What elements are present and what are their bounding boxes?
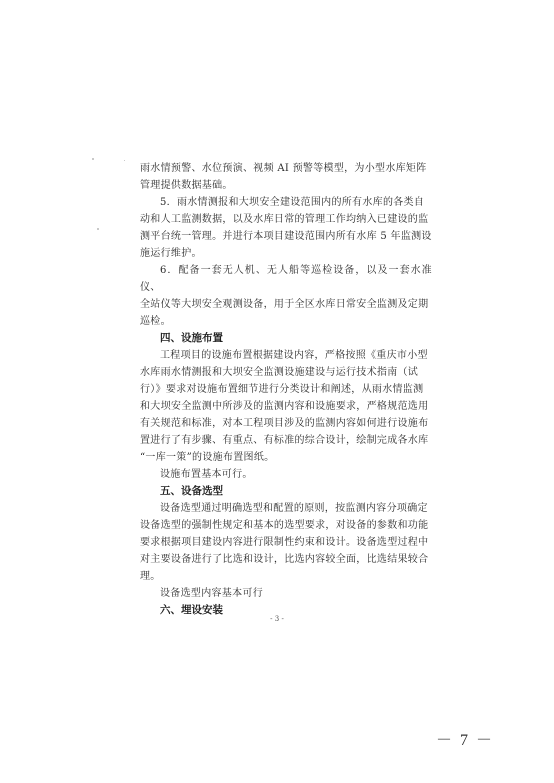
text-line: 和大坝安全监测中所涉及的监测内容和设施要求，严格规范选用 (140, 401, 429, 412)
text-line: “一库一策”的设施布置图纸。 (140, 452, 275, 463)
section-heading (140, 483, 432, 500)
text-line: 巡检。 (140, 316, 171, 327)
text-line: 设备选型的强制性规定和基本的选型要求，对设备的参数和功能 (140, 520, 429, 531)
document-body (140, 160, 432, 619)
text-line: 水库雨水情测报和大坝安全监测设施建设与运行技术指南（试 (140, 367, 419, 378)
text-line: 四、设施布置 (160, 332, 223, 344)
text-line: 测平台统一管理。并进行本项目建设范围内所有水库 5 年监测设 (140, 231, 432, 242)
paragraph (140, 160, 432, 194)
text-line: 5．雨水情测报和大坝安全建设范围内的所有水库的各类自 (160, 197, 425, 208)
paragraph (140, 500, 432, 585)
text-line: 五、设备选型 (160, 485, 223, 497)
text-line: 施运行维护。 (140, 248, 202, 259)
text-line: 管理提供数据基础。 (140, 180, 233, 191)
text-line: 设施布置基本可行。 (160, 469, 253, 480)
paragraph (140, 585, 432, 602)
text-line: 理。 (140, 571, 161, 582)
paragraph (140, 347, 432, 466)
section-heading (140, 330, 432, 347)
paragraph (140, 194, 432, 262)
text-line: 全站仪等大坝安全观测设备，用于全区水库日常安全监测及定期 (140, 299, 429, 310)
inner-page-number: - 3 - (270, 615, 284, 623)
text-line: 设备选型通过明确选型和配置的原则，按监测内容分项确定 (160, 503, 428, 514)
text-line: 雨水情预警、水位预演、视频 AI 预警等模型，为小型水库矩阵 (140, 163, 427, 174)
text-line: 六、埋设安装 (160, 604, 223, 616)
text-line: 行）》要求对设施布置细节进行分类设计和阐述，从雨水情监测 (140, 384, 424, 395)
text-line: 动和人工监测数据，以及水库日常的管理工作均纳入已建设的监 (140, 214, 429, 225)
text-line: 设备选型内容基本可行 (160, 588, 263, 599)
text-line: 6．配备一套无人机、无人船等巡检设备，以及一套水准仪、 (140, 265, 432, 293)
paragraph (140, 466, 432, 483)
text-line: 置进行了有步骤、有重点、有标准的综合设计，绘制完成各水库 (140, 435, 429, 446)
text-line: 工程项目的设施布置根据建设内容，严格按照《重庆市小型 (160, 350, 428, 361)
text-line: 要求根据项目建设内容进行限制性约束和设计。设备选型过程中 (140, 537, 429, 548)
scan-speck (124, 160, 125, 161)
text-line: 有关规范和标准，对本工程项目涉及的监测内容如何进行设施布 (140, 418, 429, 429)
outer-page-number: － 7 － (435, 732, 494, 749)
scan-speck (97, 228, 99, 230)
scan-speck (92, 158, 94, 160)
paragraph (140, 262, 432, 330)
text-line: 对主要设备进行了比选和设计，比选内容较全面，比选结果较合 (140, 554, 429, 565)
